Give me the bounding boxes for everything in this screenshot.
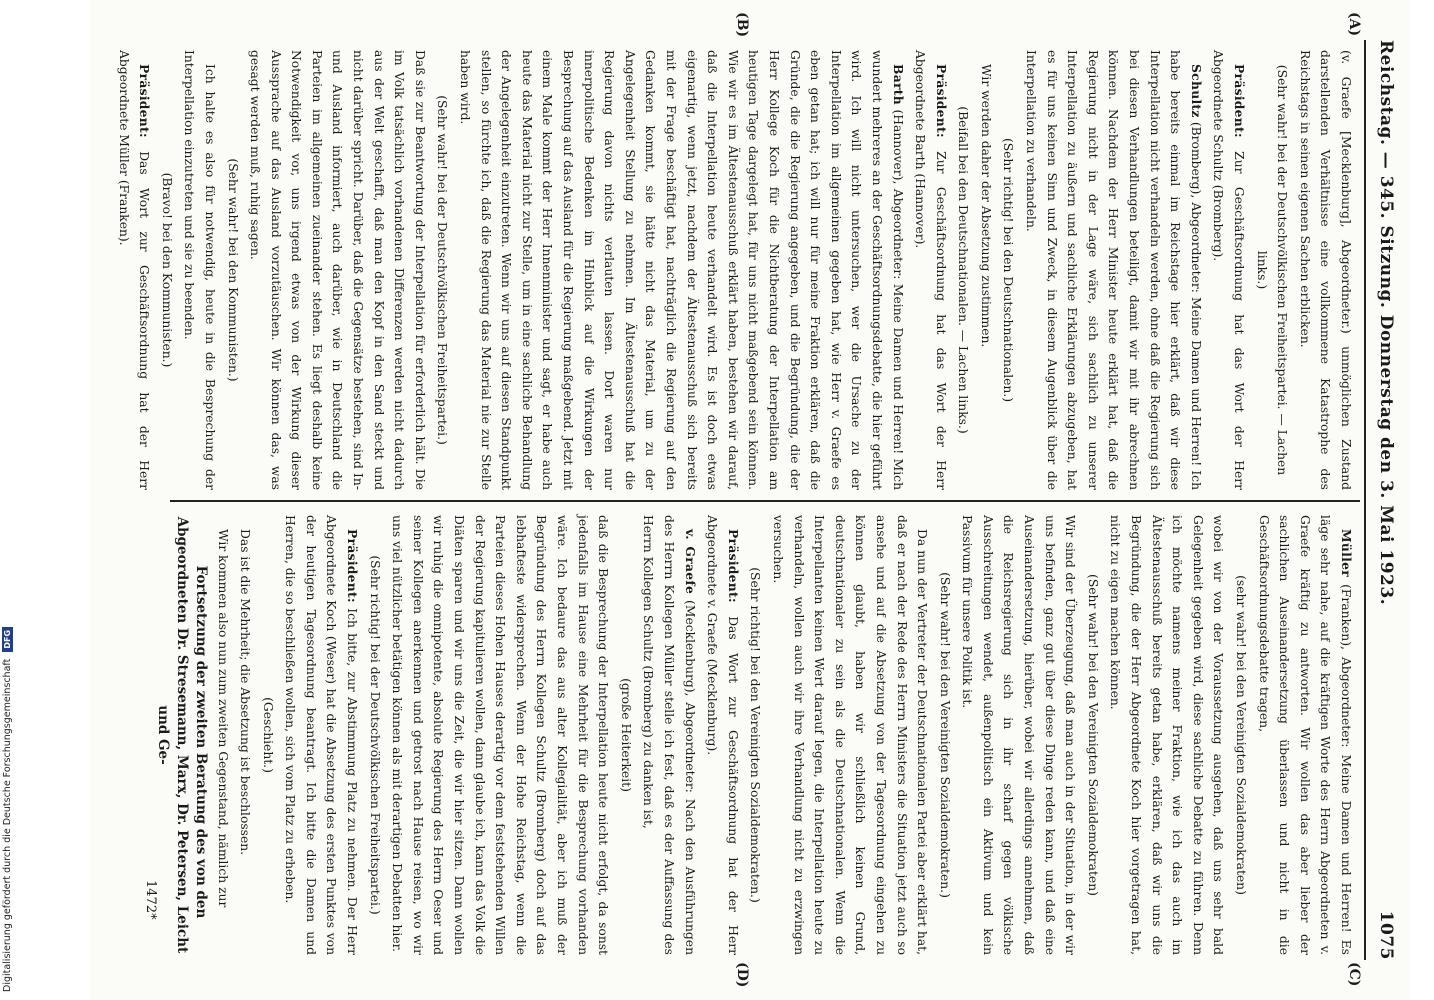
dfg-logo: DFG: [2, 627, 13, 652]
paragraph-text: Ich halte es also für notwendig, heute in die Besprechung der Interpellation einzutreten und sie zu beenden.: [182, 50, 217, 490]
paragraph-text: Zur Geschäftsordnung hat das Wort der Herr Abgeordnete Barth (Hannover).: [913, 50, 948, 490]
speaker-name: Müller: [1339, 529, 1354, 577]
paragraph: [910, 50, 951, 490]
funding-note: [2, 627, 13, 992]
agenda-item: Fortsetzung der zweiten Beratung des von den Abgeordneten Dr. Stresemann, Marx, Dr. Petersen, Leicht und Ge-: [154, 516, 209, 954]
paragraph-text: Wir sind der Überzeugung, daß man auch in der Situation, in der wir uns befinden, ganz gut über diese Dinge reden kann, und daß eine Auseinandersetzung, hierüber, wobei wir allerdings annehmen, daß die Reichsregierung sich in ihr scharf gegen völkische Ausschreitungen wendet, außenpolitisch ein Aktivum und kein Passivum für unsere Politik ist.: [960, 515, 1078, 955]
paragraph-text: (Bromberg), Abgeordneter: Meine Damen und Herren! Ich habe bereits einmal im Reichstage hier erklärt, daß wir diese Interpellation nicht verhandeln werden, ohne daß die Regierung sich bei diesen Verhandlungen beteiligt, damit wir mit ihr abrechnen können. Nachdem der Herr Minister heute erklärt hat, daß die Regierung nicht in der Lage wäre, sich sachlich zu unserer Interpellation zu äußern und sachliche Erklärungen abzugeben, hat es für uns keinen Sinn und Zweck, in diesem Augenblick über die Interpellation zu verhandeln.: [1024, 50, 1203, 490]
speaker-name: Präsident:: [933, 64, 949, 138]
paragraph: [257, 515, 278, 955]
paragraph: [156, 50, 177, 490]
paragraph: [767, 515, 932, 955]
paragraph-text: (Sehr wahr! bei den Kommunisten.): [225, 158, 240, 382]
paragraph-text: (Sehr wahr! bei den Vereinigten Sozialdemokraten.): [937, 572, 952, 898]
paragraph-text: (Franken), Abgeordneter: Meine Damen und Herren! Es läge sehr nahe, auf die kräftigen Worte des Herrn Abgeordneten v. Graefe kräftig zu antworten. Wir wollen das aber lieber der sachlichen Auseinandersetzung überlassen und nicht in die Geschäftsordnungsdebatte tragen,: [1256, 515, 1353, 955]
paragraph-text: (sehr wahr! bei den Vereinigten Sozialdemokraten): [1234, 575, 1249, 895]
paragraph: [387, 515, 614, 955]
margin-mark-c: (C): [1346, 962, 1362, 987]
paragraph: [245, 50, 430, 490]
paragraph: [1230, 515, 1251, 955]
paragraph: [615, 515, 636, 955]
paragraph: [1021, 50, 1206, 490]
right-text-column: [154, 515, 1356, 956]
paragraph: [212, 515, 233, 955]
paragraph-text: (Mecklenburg), Abgeordneter: Nach den Ausführungen des Herrn Kollegen Müller stelle ich fest, daß es der Auffassung des Herrn Kollegen Schultz (Bromberg) zu danken ist,: [641, 515, 697, 956]
paragraph: [235, 515, 256, 955]
paragraph: [113, 50, 154, 490]
running-head: Reichstag. — 345. Sitzung. Donnerstag den 3. Mai 1923.: [1376, 40, 1396, 606]
paragraph: [179, 50, 220, 490]
paragraph-text: (Hannover), Abgeordneter: Meine Damen und Herren! Mich wundert mehreres an der Geschäftsordnungsdebatte, die hier geführt wird. Ich will nicht untersuchen, wer die Ursache zu der Interpellation im allgemeinen gegeben hat, wie Herr v. Graefe es eben getan hat; ich will nur für meine Fraktion erklären, daß die Gründe, die die Regierung angegeben, und die Begründung, die der Herr Kollege Koch für die Nichtberatung der Interpellation am heutigen Tage dargelegt hat, für uns nicht maßgebend sein können. Wie wir es im Ältestenausschuß erklärt haben, bestehen wir darauf, daß die Interpellation heute verhandelt wird. Es ist doch etwas eigenartig, wenn jetzt, nachdem der Ältestenausschuß sich bereits mit der Frage beschäftigt hat, nachträglich die Regierung auf den Gedanken kommt, sie hätte nicht das Material, um zu der Angelegenheit Stellung zu nehmen. Im Ältestenausschuß hat die Regierung davon nichts verlauten lassen. Dort waren nur innerpolitische Bedenken im Hinblick auf die Wirkungen der Besprechung auf das Ausland für die Regierung maßgebend. Jetzt mit einem Male kommt der Herr Innenminister und sagt, er habe auch heute das Material nicht zur Stelle, um in eine sachliche Behandlung der Angelegenheit einzutreten. Wenn wir uns auf diesen Standpunkt stellen, so fürchte ich, daß die Regierung das Material nie zur Stelle haben wird.: [458, 50, 905, 490]
paragraph: [934, 515, 955, 955]
paragraph-text: Zur Geschäftsordnung hat das Wort der Herr Abgeordnete Schultz (Bromberg).: [1211, 50, 1247, 490]
margin-mark-a: (A): [1346, 12, 1362, 37]
funding-note-text: Digitalisierung gefördert durch die Deutsche Forschungsgemeinschaft: [2, 658, 13, 992]
column-rule: [170, 500, 1360, 502]
page-number: 1075: [1376, 910, 1396, 960]
paragraph-text: (Sehr wahr! bei der Deutschvölkischen Freiheitspartei.): [435, 95, 450, 445]
paragraph: [1294, 50, 1356, 490]
paragraph-text: Das Wort zur Geschäftsordnung hat der Herr Abgeordnete v. Graefe (Mecklenburg).: [705, 515, 740, 955]
paragraph-text: daß die Besprechung der Interpellation heute nicht erfolgt, da sonst jedenfalls im Hause eine Mehrheit für die Besprechung vorhanden wäre. Ich bedaure das aus alter Kollegialität, aber ich muß der Begründung des Herrn Kollegen Schultz (Bromberg) doch auf das lebhafteste widersprechen. Wenn der Hohe Reichstag, wenn die Parteien dieses Hohen Hauses derartig vor dem feststehenden Willen der Regierung kapitulieren wollen, dann glaube ich, kann das Volk die Diäten sparen und wir uns die Zeit, die wir hier sitzen. Dann wollen wir ruhig die omnipotente, absolute Regierung des Herrn Oeser und seiner Kollegen anerkennen und getrost nach Hause reisen, wo wir uns viel nützlicher betätigen können als mit derartigen Debatten hier.: [390, 515, 611, 955]
paragraph-text: (v. Graefe [Mecklenburg], Abgeordneter.) unmöglichen Zustand darstellenden Verhältnisse eine vollkommene Katastrophe des Reichstags in seinen eigenen Sachen erblicken.: [1297, 50, 1353, 490]
signature-mark: 1472*: [143, 880, 158, 920]
paragraph-text: wobei wir von der Voraussetzung ausgehen, daß uns sehr bald Gelegenheit gegeben wird, diese sachliche Debatte zu führen. Denn ich möchte namens meiner Fraktion, wie ich das auch im Ältestenausschuß bereits getan habe, erklären, daß wir uns die Begründung, die der Herr Abgeordnete Koch hier vorgetragen hat, nicht zu eigen machen können.: [1108, 515, 1226, 955]
paragraph-text: (große Heiterkeit): [618, 678, 633, 792]
paragraph: [222, 50, 243, 490]
paragraph-text: (Bravo! bei den Kommunisten.): [159, 172, 174, 368]
paragraph: [702, 515, 743, 955]
paragraph: [998, 50, 1019, 490]
speaker-name: Schultz: [1188, 64, 1204, 118]
margin-mark-d: (D): [734, 962, 750, 988]
paragraph-text: (Sehr wahr! bei den Vereinigten Sozialdemokraten): [1085, 574, 1100, 896]
paragraph: [1082, 515, 1103, 955]
paragraph-text: (Sehr wahr! bei der Deutschvölkischen Freiheitspartei. — Lachen links.): [1254, 64, 1290, 476]
paragraph: [953, 50, 974, 490]
paragraph-text: Wir kommen also nun zum zweiten Gegenstand, nämlich zur: [215, 529, 230, 908]
paragraph-text: Da nun der Vertreter der Deutschnationalen Partei aber erklärt hat, daß er nach der Rede des Herrn Ministers die Situation jetzt auch so ansehe und auf die Absetzung von der Tagesordnung eingehen zu können glaubt, haben wir schließlich keinen Grund, deutschnationaler zu sein als die Deutschnationalen. Wenn die Interpellanten keinen Wert darauf legen, die Interpellation heute zu verhandeln, wollen auch wir ihre Verhandlung nicht zu erzwingen versuchen.: [770, 515, 930, 955]
paragraph-text: (Sehr richtig! bei den Deutschnationalen.): [1001, 137, 1016, 403]
paragraph-text: Ich bitte, zur Abstimmung Platz zu nehmen. Der Herr Abgeordnete Koch (Weser) hat die Absetzung des ersten Punktes von der heutigen Tagesordnung beantragt. Ich bitte die Damen und Herren, die so beschließen wollen, sich vom Platz zu erheben.: [283, 515, 360, 955]
paragraph: [957, 515, 1081, 955]
paragraph: [280, 515, 362, 955]
paragraph: [1208, 50, 1249, 490]
paragraph: [364, 515, 385, 955]
paragraph-text: Daß sie zur Beantwortung der Interpellation für erforderlich hält. Die im Volk tatsächlich vorhandenen Differenzen werden nicht dadurch aus der Welt geschafft, daß man den Kopf in den Sand steckt und nicht darüber spricht. Darüber, daß die Gegensätze bestehen, sind In- und Ausland informiert, auch darüber, wie in Deutschland die Parteien im allgemeinen zueinander stehen. Es liegt deshalb keine Notwendigkeit vor, uns irgend etwas von der Wirkung dieser Aussprache auf das Ausland vorzutäuschen. Wir können das, was gesagt werden muß, ruhig sagen.: [248, 50, 427, 490]
paragraph: [975, 50, 996, 490]
speaker-name: v. Graefe: [682, 529, 698, 595]
paragraph-text: Wir werden daher der Absetzung zustimmen.: [978, 64, 993, 348]
speaker-name: Präsident:: [137, 64, 153, 138]
speaker-name: Barth: [890, 64, 906, 105]
paragraph-text: (Geschieht.): [260, 697, 275, 773]
paragraph-text: (Beifall bei den Deutschnationalen. — Lachen links.): [956, 106, 971, 434]
left-text-column: [116, 50, 1356, 490]
paragraph: [745, 515, 766, 955]
speaker-name: Präsident:: [1232, 64, 1248, 138]
paragraph-text: Das ist die Mehrheit; die Absetzung ist beschlossen.: [238, 529, 253, 856]
scanned-page: [90, 0, 1410, 1000]
paragraph: [638, 515, 700, 955]
paragraph: [1105, 515, 1229, 955]
paragraph: [1251, 50, 1292, 490]
paragraph: [454, 50, 907, 490]
paragraph-text: (Sehr richtig! bei der Deutschvölkischen Freiheitspartei.): [367, 555, 382, 915]
speaker-name: Präsident:: [725, 529, 741, 603]
paragraph-text: (Sehr richtig! bei den Vereinigten Sozialdemokraten.): [748, 567, 763, 903]
paragraph: [432, 50, 453, 490]
margin-mark-b: (B): [734, 12, 750, 38]
paragraph: [1253, 515, 1356, 955]
header-rule: [1364, 40, 1366, 960]
page-header: [1370, 40, 1404, 960]
paragraph-text: Das Wort zur Geschäftsordnung hat der Herr Abgeordnete Müller (Franken).: [116, 50, 152, 490]
speaker-name: Präsident:: [345, 529, 361, 603]
